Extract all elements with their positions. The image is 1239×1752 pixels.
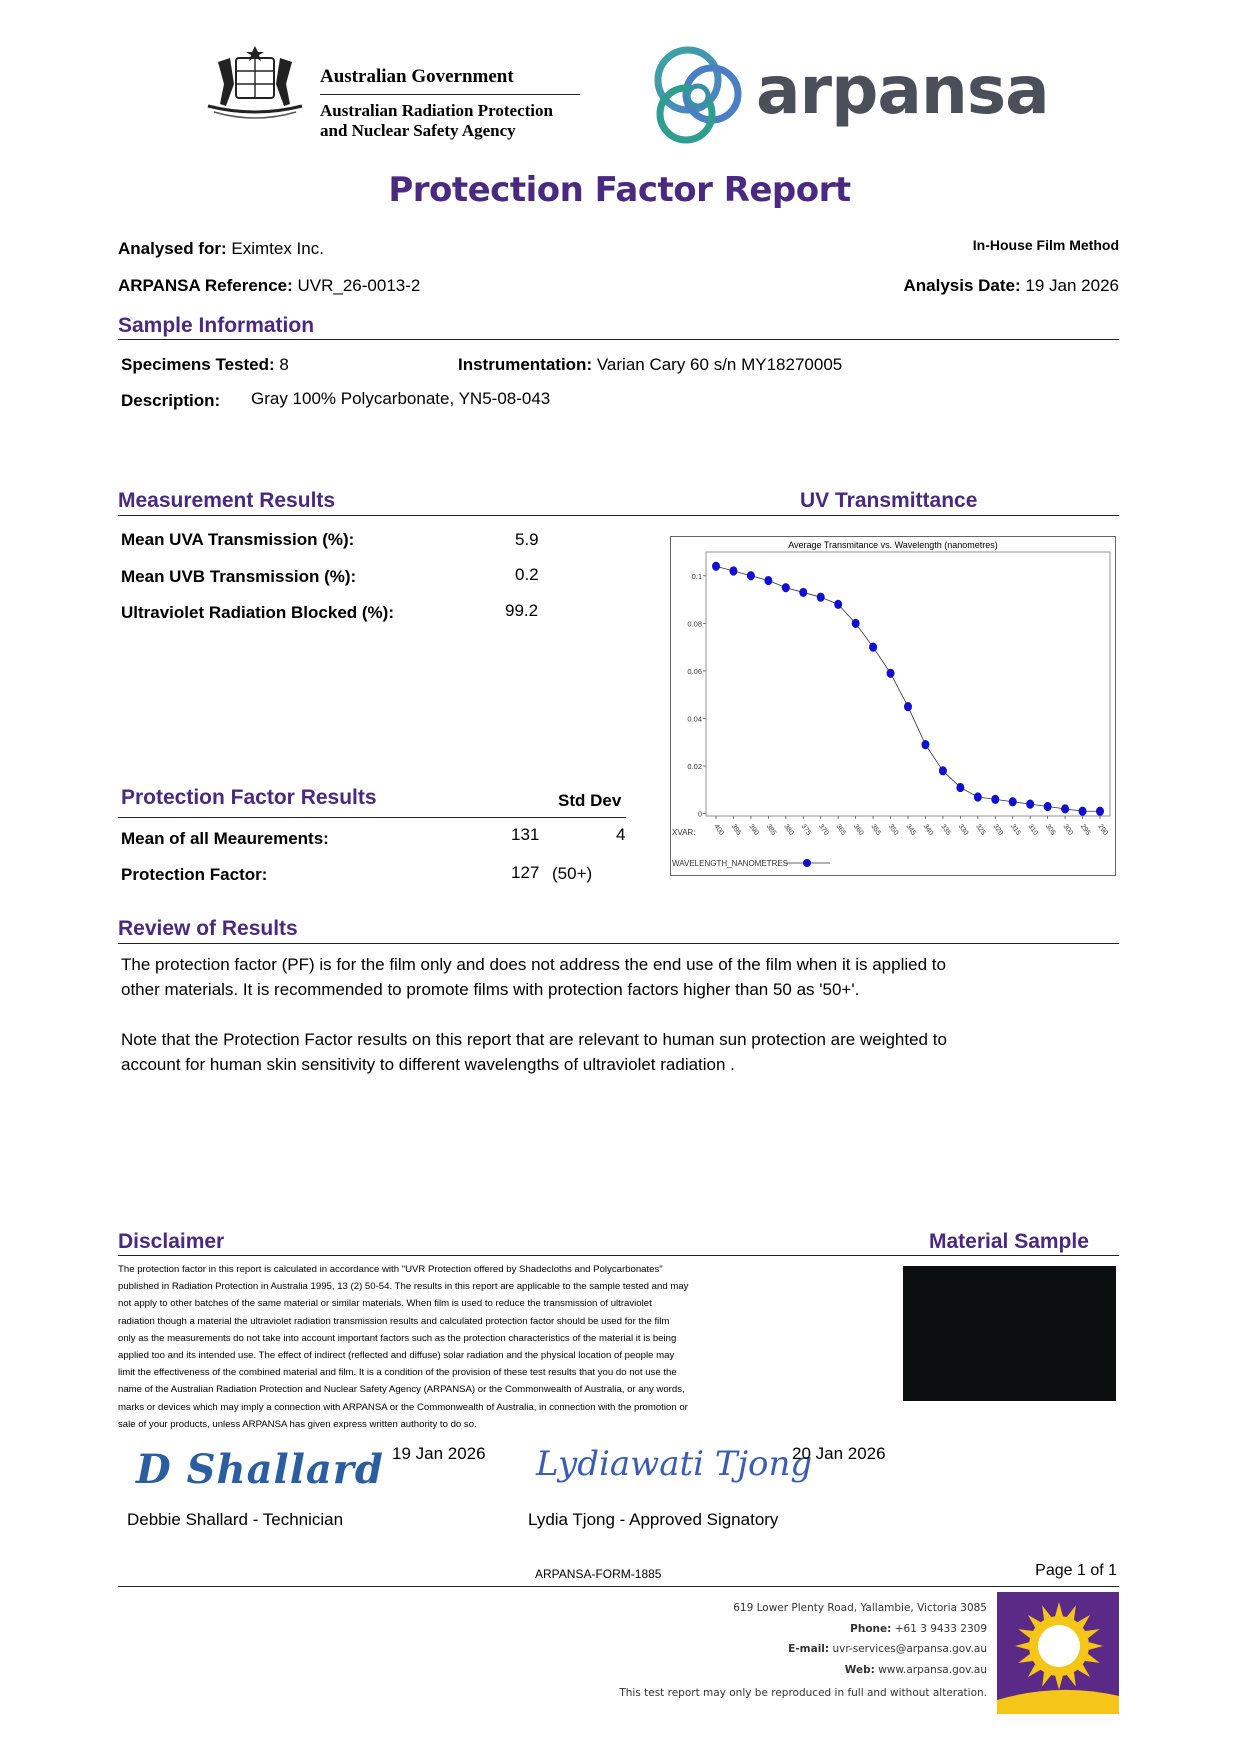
review-heading: Review of Results <box>118 917 298 940</box>
phone-label: Phone: <box>850 1622 892 1635</box>
analysed-for-value: Eximtex Inc. <box>231 239 324 258</box>
page-title: Protection Factor Report <box>388 170 851 210</box>
data-point <box>1061 804 1069 813</box>
approver-date: 20 Jan 2026 <box>792 1444 886 1463</box>
x-tick-label: 340 <box>921 823 935 837</box>
measurement-heading: Measurement Results <box>118 489 336 512</box>
data-point <box>956 783 964 792</box>
disclaimer-heading: Disclaimer <box>118 1230 225 1253</box>
reproduction-note: This test report may only be reproduced in full and without alteration. <box>619 1687 987 1699</box>
x-tick-label: 360 <box>851 823 865 837</box>
disclaimer-rule <box>118 1255 1119 1256</box>
tech-name: Debbie Shallard - Technician <box>127 1510 344 1529</box>
x-tick-label: 300 <box>1061 823 1074 837</box>
specimens-tested <box>121 355 289 375</box>
data-point <box>1096 807 1104 816</box>
data-point <box>1026 800 1034 809</box>
web-label: Web: <box>844 1663 875 1676</box>
analysed-for-label: Analysed for: <box>118 239 227 258</box>
approver-signature: Lydiawati Tjong <box>536 1444 813 1484</box>
gov-name <box>320 66 580 141</box>
material-sample-swatch <box>903 1266 1116 1401</box>
x-tick-label: 335 <box>939 823 952 837</box>
instrumentation <box>458 355 842 375</box>
x-tick-label: 315 <box>1009 823 1022 837</box>
x-tick-label: 390 <box>747 823 760 837</box>
review-rule <box>118 943 1119 944</box>
analysis-date <box>904 276 1120 296</box>
description-value: Gray 100% Polycarbonate, YN5-08-043 <box>251 389 551 408</box>
uv-transmittance-heading: UV Transmittance <box>800 489 978 512</box>
y-tick-label: 0.08 <box>687 619 702 629</box>
phone-value: +61 3 9433 2309 <box>894 1622 987 1635</box>
x-tick-label: 370 <box>817 823 830 837</box>
mean-label: Mean of all Meaurements: <box>121 829 329 848</box>
review-text <box>121 952 947 1077</box>
data-point <box>729 566 737 575</box>
pf-value: 127 <box>511 863 540 882</box>
material-sample-heading: Material Sample <box>929 1230 1089 1253</box>
sun-logo-icon <box>997 1592 1119 1714</box>
legend-label: WAVELENGTH_NANOMETRES <box>672 859 789 868</box>
x-tick-label: 395 <box>729 823 743 837</box>
analysis-date-value: 19 Jan 2026 <box>1025 276 1119 295</box>
blocked-value: 99.2 <box>505 601 539 620</box>
reference-label: ARPANSA Reference: <box>118 276 293 295</box>
uva-value: 5.9 <box>515 530 539 549</box>
disclaimer-line: published in Radiation Protection in Australia 1995, 13 (2) 50-54. The results in this report are applicable to the sample tested and may <box>118 1281 689 1293</box>
x-tick-label: 325 <box>974 823 987 837</box>
legend-marker <box>803 859 811 867</box>
disclaimer-line: The protection factor in this report is calculated in accordance with "UVR Protection offered by Shadecloths and Polycarbonates" <box>118 1264 663 1275</box>
uvb-label: Mean UVB Transmission (%): <box>121 567 357 586</box>
x-tick-label: 355 <box>869 823 882 837</box>
y-tick-label: 0 <box>697 809 702 819</box>
analysis-date-label: Analysis Date: <box>903 276 1021 295</box>
gov-line3: and Nuclear Safety Agency <box>320 121 516 140</box>
chart-title: Average Transmitance vs. Wavelength (nanometres) <box>788 540 998 550</box>
disclaimer-line: only as the measurements do not take into account important factors such as the protection characteristics of the material it is being <box>118 1332 677 1344</box>
data-point <box>712 562 720 571</box>
specimens-value: 8 <box>279 355 289 374</box>
x-tick-label: 380 <box>782 823 795 837</box>
mean-value: 131 <box>511 825 540 844</box>
review-para2-line1: Note that the Protection Factor results on this report that are relevant to human sun protection are weighted to <box>121 1030 947 1049</box>
mean-std: 4 <box>616 825 626 844</box>
uv-chart <box>670 536 1116 876</box>
government-crest <box>200 44 310 124</box>
x-tick-label: 345 <box>904 823 917 837</box>
data-point <box>764 576 772 585</box>
xvar-label: XVAR: <box>672 828 696 837</box>
x-tick-label: 290 <box>1096 823 1109 837</box>
web-value: www.arpansa.gov.au <box>878 1663 987 1676</box>
review-para1-line2: other materials. It is recommended to promote films with protection factors higher than 50 as '50+'. <box>121 980 860 999</box>
data-point <box>799 588 807 597</box>
disclaimer-line: limit the effectiveness of the combined material and film. It is a condition of the provision of these test results that you do not use the <box>118 1367 677 1379</box>
blocked-label: Ultraviolet Radiation Blocked (%): <box>121 603 394 622</box>
web <box>733 1660 987 1681</box>
form-id: ARPANSA-FORM-1885 <box>535 1567 662 1581</box>
std-dev-label: Std Dev <box>558 791 622 810</box>
uv-chart-svg <box>670 536 1116 876</box>
pf-label: Protection Factor: <box>121 865 268 884</box>
data-point <box>991 795 999 804</box>
x-tick-label: 320 <box>991 823 1005 837</box>
data-point <box>974 792 982 801</box>
x-tick-label: 330 <box>956 823 970 837</box>
data-point <box>887 669 895 678</box>
disclaimer-line: applied too and its intended use. The effect of indirect (reflected and diffuse) solar radiation and the physical location of people may <box>118 1350 675 1362</box>
y-tick-label: 0.06 <box>687 666 702 676</box>
footer-rule <box>118 1586 1119 1587</box>
data-point <box>1009 797 1017 806</box>
x-tick-label: 305 <box>1043 823 1057 837</box>
data-point <box>921 740 929 749</box>
x-tick-label: 365 <box>834 823 847 837</box>
reference-value: UVR_26-0013-2 <box>297 276 421 295</box>
data-point <box>747 571 755 580</box>
uvb-value: 0.2 <box>515 565 539 584</box>
pf-heading: Protection Factor Results <box>121 786 377 809</box>
specimens-label: Specimens Tested: <box>121 355 275 374</box>
sample-info-heading: Sample Information <box>118 314 315 337</box>
data-point <box>939 766 947 775</box>
y-tick-label: 0.02 <box>687 762 702 772</box>
instrument-label: Instrumentation: <box>458 355 593 374</box>
brand-wordmark: arpansa <box>756 52 1049 129</box>
pf-rating: (50+) <box>552 864 593 883</box>
data-point <box>834 600 842 609</box>
disclaimer-text <box>118 1261 798 1433</box>
x-tick-label: 385 <box>764 823 778 837</box>
gov-line1: Australian Government <box>320 66 580 95</box>
data-point <box>782 583 790 592</box>
method: In-House Film Method <box>972 237 1119 253</box>
sample-info-rule <box>118 339 1119 340</box>
x-tick-label: 400 <box>712 823 725 837</box>
approver-name: Lydia Tjong - Approved Signatory <box>528 1510 779 1529</box>
pf-rule <box>118 817 626 818</box>
data-point <box>852 619 860 628</box>
data-point <box>1044 802 1052 811</box>
data-point <box>817 593 825 602</box>
phone <box>733 1619 987 1640</box>
data-point <box>1079 807 1087 816</box>
x-tick-label: 375 <box>799 823 813 837</box>
review-para2-line2: account for human skin sensitivity to different wavelengths of ultraviolet radiation . <box>121 1055 735 1074</box>
contact-block <box>733 1598 987 1680</box>
email <box>733 1639 987 1660</box>
x-tick-label: 350 <box>886 823 900 837</box>
x-tick-label: 310 <box>1026 823 1039 837</box>
review-para1-line1: The protection factor (PF) is for the film only and does not address the end use of the film when it is applied to <box>121 955 946 974</box>
arpansa-logo-icon <box>650 44 750 148</box>
description-label: Description: <box>121 391 221 410</box>
y-tick-label: 0.04 <box>687 714 702 724</box>
disclaimer-line: name of the Australian Radiation Protection and Nuclear Safety Agency (ARPANSA) or the Commonwealth of Australia, or any words, <box>118 1384 685 1396</box>
arpansa-reference <box>118 276 420 296</box>
x-tick-label: 295 <box>1078 823 1092 837</box>
uva-label: Mean UVA Transmission (%): <box>121 530 355 549</box>
tech-date: 19 Jan 2026 <box>392 1444 486 1463</box>
disclaimer-line: sale of your products, unless ARPANSA has given express written authority to do so. <box>118 1418 477 1430</box>
disclaimer-line: marks or devices which may imply a connection with ARPANSA or the Commonwealth of Australia, in connection with the promotion or <box>118 1401 688 1413</box>
page-number: Page 1 of 1 <box>1035 1562 1117 1579</box>
disclaimer-line: not apply to other batches of the same material or similar materials. When film is used to reduce the transmission of ultraviolet <box>118 1298 652 1310</box>
disclaimer-line: radiation though a material the ultraviolet radiation transmission results and calculated protection factor should be used for the film <box>118 1315 670 1327</box>
data-point <box>904 702 912 711</box>
measurement-rule <box>118 515 1119 516</box>
address: 619 Lower Plenty Road, Yallambie, Victoria 3085 <box>733 1602 987 1614</box>
tech-signature: D Shallard <box>136 1446 384 1493</box>
email-value: uvr-services@arpansa.gov.au <box>832 1643 987 1655</box>
y-tick-label: 0.1 <box>691 571 702 581</box>
gov-line2: Australian Radiation Protection <box>320 101 553 120</box>
data-point <box>869 643 877 652</box>
email-label: E-mail: <box>788 1643 830 1655</box>
analysed-for <box>118 239 324 259</box>
instrument-value: Varian Cary 60 s/n MY18270005 <box>596 355 843 374</box>
